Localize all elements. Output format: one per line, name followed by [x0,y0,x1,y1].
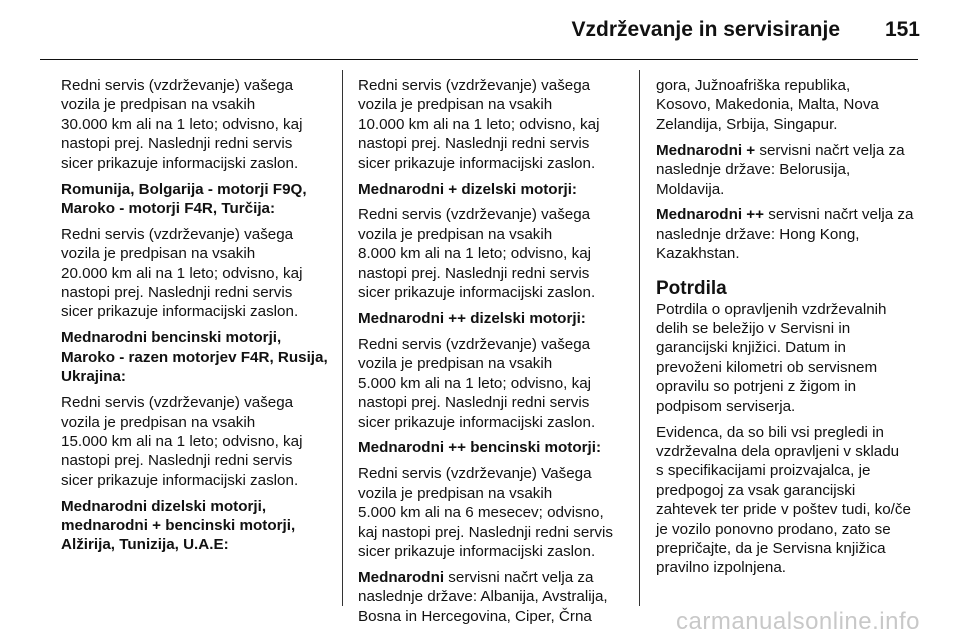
paragraph: Redni servis (vzdrževanje) vašega vozila je predpisan na vsakih 30.000 km ali na 1 leto; odvisno, kaj nastopi prej. Naslednji redni servis sicer prikazuje informacijski zaslon. [61,77,303,172]
paragraph [656,205,926,263]
page-header [0,0,960,60]
subheading: Mednarodni bencinski motorji, Maroko - razen motorjev F4R, Rusija, Ukrajina: [61,329,328,386]
subheading: Mednarodni dizelski motorji, mednarodni + bencinski motorji, Alžirija, Tunizija, U.A.E: [61,497,296,554]
inline-bold: Mednarodni [358,568,445,586]
paragraph: Potrdila o opravljenih vzdrževalnih delih se beležijo v Servisni in garancijski knjižici. Datum in prevoženi kilometri ob servisnem opravilu so potrjeni z žigom in podpisom serviserja. [656,300,887,415]
subheading: Mednarodni ++ bencinski motorji: [358,439,602,457]
inline-text: servisni načrt velja za naslednje države: Belorusija, Moldavija. [656,141,905,198]
paragraph: Evidenca, da so bili vsi pregledi in vzdrževalna dela opravljeni v skladu s specifikacijami proizvajalca, je predpogoj za vsak garancijski zahtevek ter pride v poštev tudi, ko/če je vozilo ponovno prodano, zato se prepričajte, da je Servisna knjižica pravilno izpolnjena. [656,423,911,577]
subheading: Mednarodni + dizelski motorji: [358,180,577,198]
subheading: Romunija, Bolgarija - motorji F9Q, Maroko - motorji F4R, Turčija: [61,180,307,217]
page-number: 151 [884,18,920,41]
inline-bold: Mednarodni ++ [656,206,765,224]
inline-text: servisni načrt velja za naslednje države: Hong Kong, Kazakhstan. [656,206,914,263]
column-divider [342,70,343,606]
subheading: Mednarodni ++ dizelski motorji: [358,309,586,327]
paragraph: Redni servis (vzdrževanje) vašega vozila je predpisan na vsakih 10.000 km ali na 1 leto; odvisno, kaj nastopi prej. Naslednji redni servis sicer prikazuje informacijski zaslon. [358,77,600,172]
paragraph: Redni servis (vzdrževanje) vašega vozila je predpisan na vsakih 5.000 km ali na 1 leto; odvisno, kaj nastopi prej. Naslednji redni servis sicer prikazuje informacijski zaslon. [358,335,596,431]
page-title: Vzdrževanje in servisiranje [571,18,840,41]
column-2 [358,76,628,633]
paragraph: Redni servis (vzdrževanje) vašega vozila je predpisan na vsakih 20.000 km ali na 1 leto; odvisno, kaj nastopi prej. Naslednji redni servis sicer prikazuje informacijski zaslon. [61,225,303,321]
paragraph: Redni servis (vzdrževanje) vašega vozila je predpisan na vsakih 8.000 km ali na 1 leto; odvisno, kaj nastopi prej. Naslednji redni servis sicer prikazuje informacijski zaslon. [358,206,596,302]
inline-text: servisni načrt velja za naslednje države: Albanija, Avstralija, Bosna in Hercegovina, Ciper, Črna [358,568,608,625]
header-divider [40,59,918,60]
column-1 [61,76,331,561]
column-3 [656,76,926,584]
paragraph: Redni servis (vzdrževanje) vašega vozila je predpisan na vsakih 15.000 km ali na 1 leto; odvisno, kaj nastopi prej. Naslednji redni servis sicer prikazuje informacijski zaslon. [61,394,303,489]
paragraph [358,568,628,626]
paragraph: gora, Južnoafriška republika, Kosovo, Makedonia, Malta, Nova Zelandija, Srbija, Singapur. [656,77,879,133]
column-divider [639,70,640,606]
watermark: carmanualsonline.info [676,608,920,635]
section-heading: Potrdila [656,277,727,299]
paragraph [656,141,926,199]
inline-bold: Mednarodni + [656,141,756,159]
paragraph: Redni servis (vzdrževanje) Vašega vozila je predpisan na vsakih 5.000 km ali na 6 mesecev; odvisno, kaj nastopi prej. Naslednji redni servis sicer prikazuje informacijski zaslon. [358,465,613,560]
